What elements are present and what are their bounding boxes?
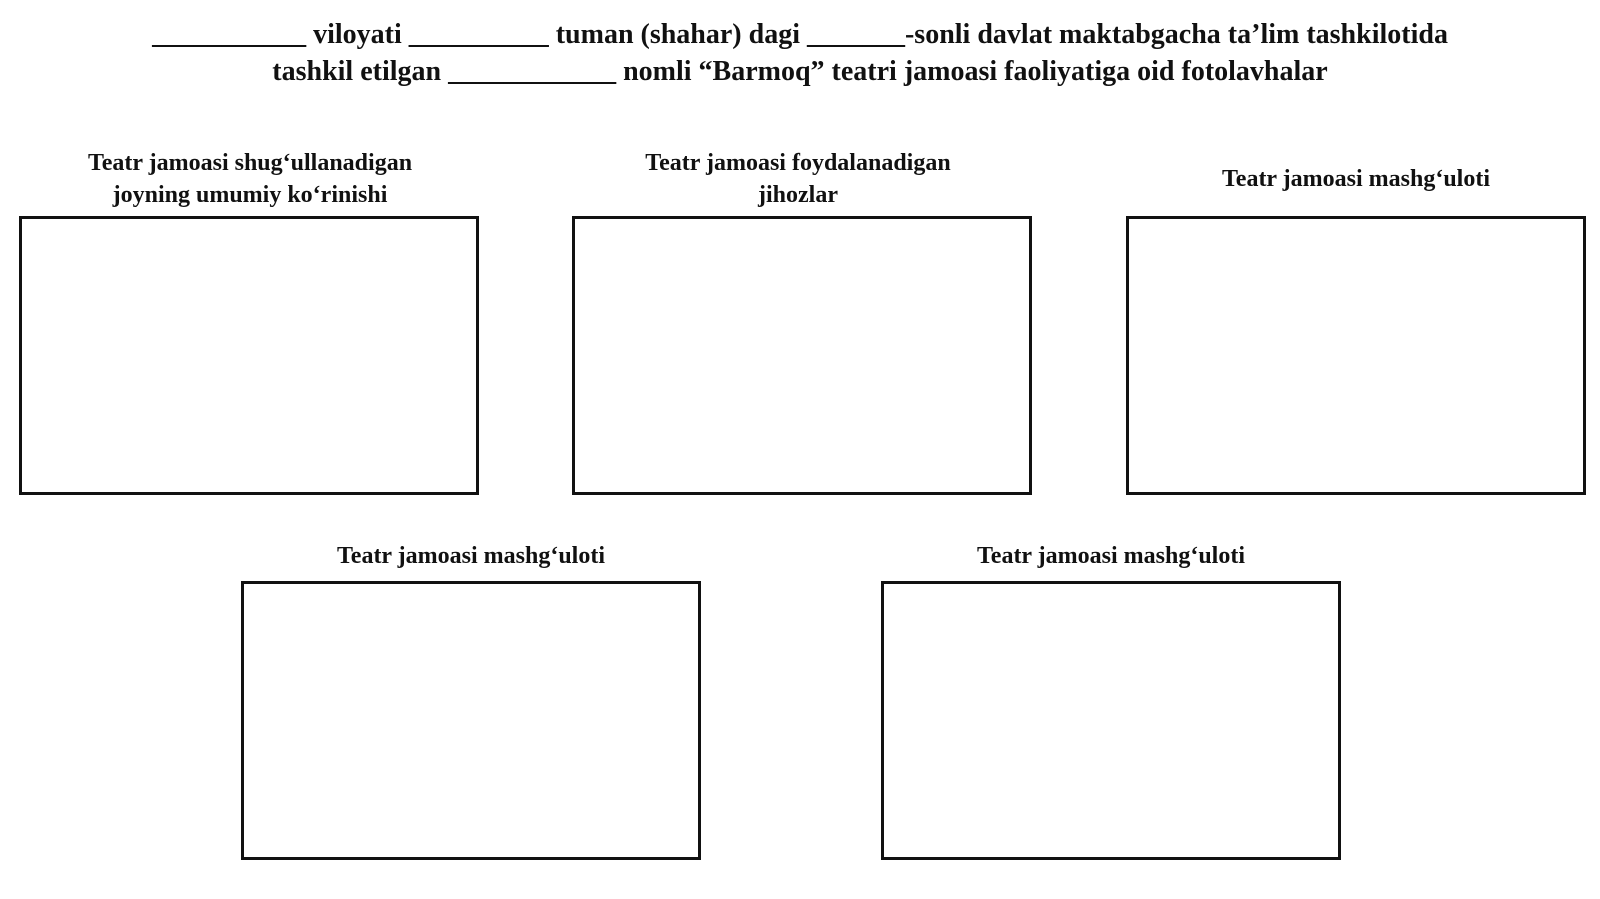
panel-caption-5: Teatr jamoasi mashg‘uloti: [976, 543, 1245, 569]
panel-caption-4: Teatr jamoasi mashg‘uloti: [336, 543, 605, 569]
header-line-2: tashkil etilgan ____________ nomli “Barmoq” teatri jamoasi faoliyatiga oid fotolavhalar: [272, 56, 1328, 87]
photo-placeholder-1: [19, 216, 479, 495]
photo-placeholder-2: [572, 216, 1032, 495]
photo-placeholder-5: [881, 581, 1341, 860]
panel-caption-1: Teatr jamoasi shug‘ullanadigan joyning umumiy ko‘rinishi: [87, 150, 413, 208]
panel-caption-2: Teatr jamoasi foydalanadigan jihozlar: [645, 150, 951, 208]
page-header: [0, 16, 1600, 90]
panel-caption-3: Teatr jamoasi mashg‘uloti: [1221, 166, 1490, 192]
photo-placeholder-3: [1126, 216, 1586, 495]
photo-placeholder-4: [241, 581, 701, 860]
header-line-1: ___________ viloyati __________ tuman (shahar) dagi _______-sonli davlat maktabgacha ta’lim tashkilotida: [152, 19, 1448, 50]
